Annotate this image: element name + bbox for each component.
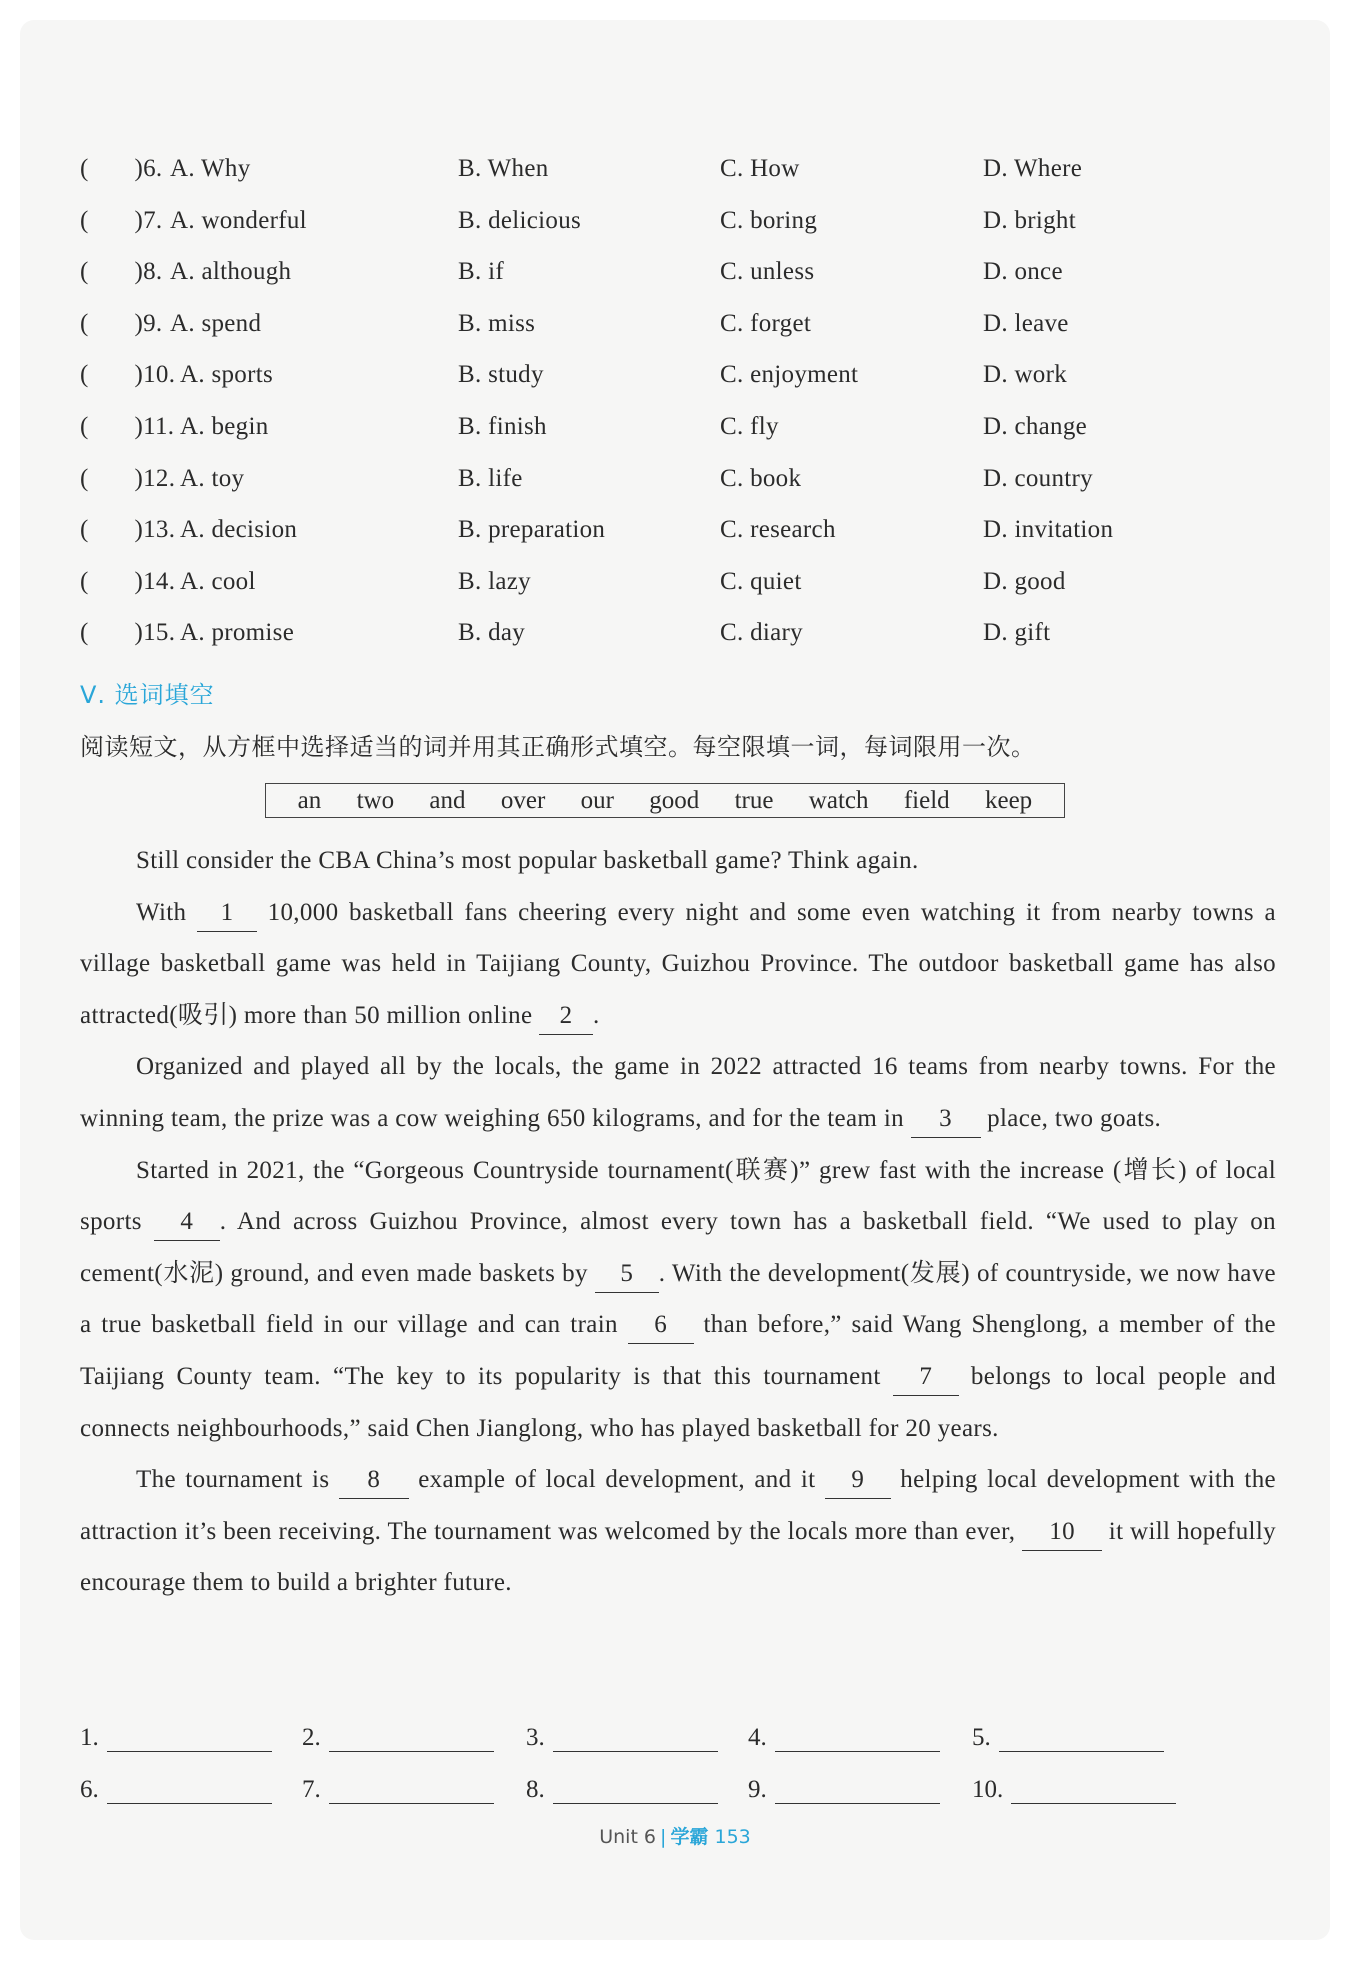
blank-4: 4 [154,1204,220,1241]
word-box-word: and [429,786,466,814]
blank-2: 2 [539,998,593,1035]
option-b: B. day [458,619,526,647]
option-a: A. begin [180,412,269,440]
footer-unit: Unit 6 [599,1826,657,1848]
answer-label: 10. [972,1776,1004,1803]
option-d: D. bright [983,206,1076,234]
answer-field[interactable] [107,1727,272,1752]
answer-row [80,1724,1280,1776]
answer-paren: ( )13. [80,516,176,544]
option-d: D. country [983,464,1093,492]
answer-paren: ( )15. [80,619,176,647]
answer-paren: ( )12. [80,464,176,492]
answer-label: 1. [80,1724,99,1751]
answer-paren: ( )8. [80,258,163,286]
question-row [80,258,1280,310]
answer-field[interactable] [329,1779,494,1804]
footer-brand: 学霸 [670,1826,709,1848]
blank-8: 8 [339,1462,409,1499]
passage-text: . And across Guizhou Province, almost every town has a basketball field. “We used to play on cement(水泥) ground, and even made baskets by [80,1208,1276,1287]
option-a: A. wonderful [170,206,307,234]
word-box-word: watch [808,786,869,814]
passage-text: The tournament is [136,1466,339,1494]
reading-passage [80,835,1276,1609]
passage-text: than before,” said Wang Shenglong, a member of the Taijiang County team. “The key to its popularity is that this tournament [80,1311,1276,1390]
option-c: C. enjoyment [720,361,859,389]
passage-text: . [593,1001,600,1029]
word-box-word: two [356,786,395,814]
question-row [80,413,1280,465]
option-a: A. spend [170,309,262,337]
question-number: 6. [143,155,163,182]
answer-item [748,1724,940,1752]
answer-item [526,1776,718,1804]
paragraph-3 [80,1041,1276,1144]
option-b: B. study [458,361,544,389]
option-d: D. gift [983,619,1051,647]
question-number: 10. [143,361,176,389]
option-b: B. life [458,464,523,492]
option-c: C. How [720,155,800,182]
answer-paren: ( )14. [80,567,176,595]
answer-field[interactable] [775,1727,940,1752]
option-b: B. delicious [458,206,582,234]
section-instruction: 阅读短文，从方框中选择适当的词并用其正确形式填空。每空限填一词，每词限用一次。 [80,733,1036,761]
question-number: 13. [143,516,176,544]
blank-10: 10 [1022,1514,1102,1551]
option-d: D. Where [983,155,1083,182]
answer-lines [80,1724,1280,1828]
option-d: D. once [983,258,1063,286]
answer-item [80,1724,272,1752]
question-number: 15. [143,619,176,647]
passage-text: 10,000 basketball fans cheering every night and some even watching it from nearby towns a village basketball game was held in Taijiang County, Guizhou Province. The outdoor basketball game has also attracted(吸引) more than 50 million online [80,898,1276,1029]
answer-label: 4. [748,1724,767,1751]
word-box-word: good [649,786,700,814]
option-d: D. invitation [983,516,1114,544]
passage-text: Started in 2021, the “Gorgeous Countryside tournament(联赛)” grew fast with the increase (增长) of local sports [80,1156,1276,1236]
question-row [80,465,1280,517]
answer-paren: ( )9. [80,309,163,337]
question-row [80,361,1280,413]
option-b: B. preparation [458,516,606,544]
answer-label: 3. [526,1724,545,1751]
answer-field[interactable] [1011,1779,1176,1804]
blank-7: 7 [893,1359,959,1396]
option-a: A. toy [180,464,245,492]
section-title: Ⅴ. 选词填空 [80,681,215,709]
blank-9: 9 [825,1462,891,1499]
option-b: B. if [458,258,504,286]
option-a: A. although [170,258,292,286]
passage-text: belongs to local people and connects neighbourhoods,” said Chen Jianglong, who has played basketball for 20 years. [80,1362,1276,1442]
option-d: D. work [983,361,1068,389]
page-footer [20,1822,1330,1849]
answer-paren: ( )10. [80,361,176,389]
answer-paren: ( )6. [80,155,163,182]
option-a: A. promise [180,619,295,647]
answer-paren: ( )7. [80,206,163,234]
blank-5: 5 [595,1256,659,1293]
paragraph-1: Still consider the CBA China’s most popular basketball game? Think again. [136,847,919,874]
passage-text: helping local development with the attraction it’s been receiving. The tournament was welcomed by the locals more than ever, [80,1466,1276,1545]
answer-item [972,1776,1176,1804]
multiple-choice-options [80,155,1280,671]
footer-separator: | [660,1826,667,1848]
question-number: 7. [143,206,163,234]
question-row [80,310,1280,362]
answer-label: 8. [526,1776,545,1803]
paragraph-2 [80,887,1276,1042]
word-box-word: over [500,786,546,814]
blank-6: 6 [628,1307,694,1344]
option-c: C. book [720,464,802,492]
word-box-word: keep [984,786,1033,814]
word-box-word: our [580,786,614,814]
option-a: A. decision [180,516,298,544]
option-c: C. unless [720,258,815,286]
question-row [80,207,1280,259]
option-c: C. fly [720,412,779,440]
answer-item [526,1724,718,1752]
answer-item [80,1776,272,1804]
option-d: D. good [983,567,1066,595]
word-box [265,783,1065,818]
option-b: B. lazy [458,567,531,595]
answer-paren: ( )11. [80,412,175,440]
option-d: D. leave [983,309,1069,337]
passage-text: example of local development, and it [408,1466,825,1494]
paragraph-5 [80,1454,1276,1609]
worksheet-page [20,20,1330,1940]
question-row [80,155,1280,207]
option-b: B. miss [458,309,536,337]
answer-label: 2. [302,1724,321,1751]
question-number: 12. [143,464,176,492]
option-c: C. boring [720,206,818,234]
question-number: 14. [143,567,176,595]
answer-label: 7. [302,1776,321,1803]
answer-field[interactable] [999,1727,1164,1752]
answer-item [972,1724,1164,1752]
option-b: B. finish [458,412,547,440]
answer-field[interactable] [553,1779,718,1804]
option-a: A. Why [170,155,251,182]
option-c: C. diary [720,619,803,647]
option-c: C. research [720,516,836,544]
option-a: A. cool [180,567,256,595]
question-number: 8. [143,258,163,286]
blank-1: 1 [197,895,257,932]
answer-field[interactable] [329,1727,494,1752]
answer-row [80,1776,1280,1828]
answer-label: 9. [748,1776,767,1803]
passage-text: place, two goats. [980,1104,1162,1132]
word-box-word: field [903,786,950,814]
passage-text: Organized and played all by the locals, the game in 2022 attracted 16 teams from nearby towns. For the winning team, the prize was a cow weighing 650 kilograms, and for the team in [80,1053,1276,1132]
passage-text: With [136,898,197,926]
answer-item [302,1724,494,1752]
option-c: C. quiet [720,567,802,595]
option-c: C. forget [720,309,812,337]
option-d: D. change [983,412,1088,440]
answer-field[interactable] [553,1727,718,1752]
question-number: 9. [143,309,163,337]
answer-label: 5. [972,1724,991,1751]
blank-3: 3 [911,1101,981,1138]
question-row [80,568,1280,620]
question-row [80,619,1280,671]
word-box-word: an [297,786,322,814]
option-b: B. When [458,155,549,182]
answer-field[interactable] [107,1779,272,1804]
answer-item [302,1776,494,1804]
answer-item [748,1776,940,1804]
answer-field[interactable] [775,1779,940,1804]
page-number: 153 [714,1826,751,1848]
question-row [80,516,1280,568]
paragraph-4 [80,1145,1276,1455]
passage-text: it will hopefully encourage them to build a brighter future. [80,1517,1276,1597]
question-number: 11. [143,412,175,440]
passage-text: . With the development(发展) of countryside, we now have a true basketball field in our village and can train [80,1259,1276,1339]
answer-label: 6. [80,1776,99,1803]
word-box-word: true [734,786,774,814]
option-a: A. sports [180,361,273,389]
